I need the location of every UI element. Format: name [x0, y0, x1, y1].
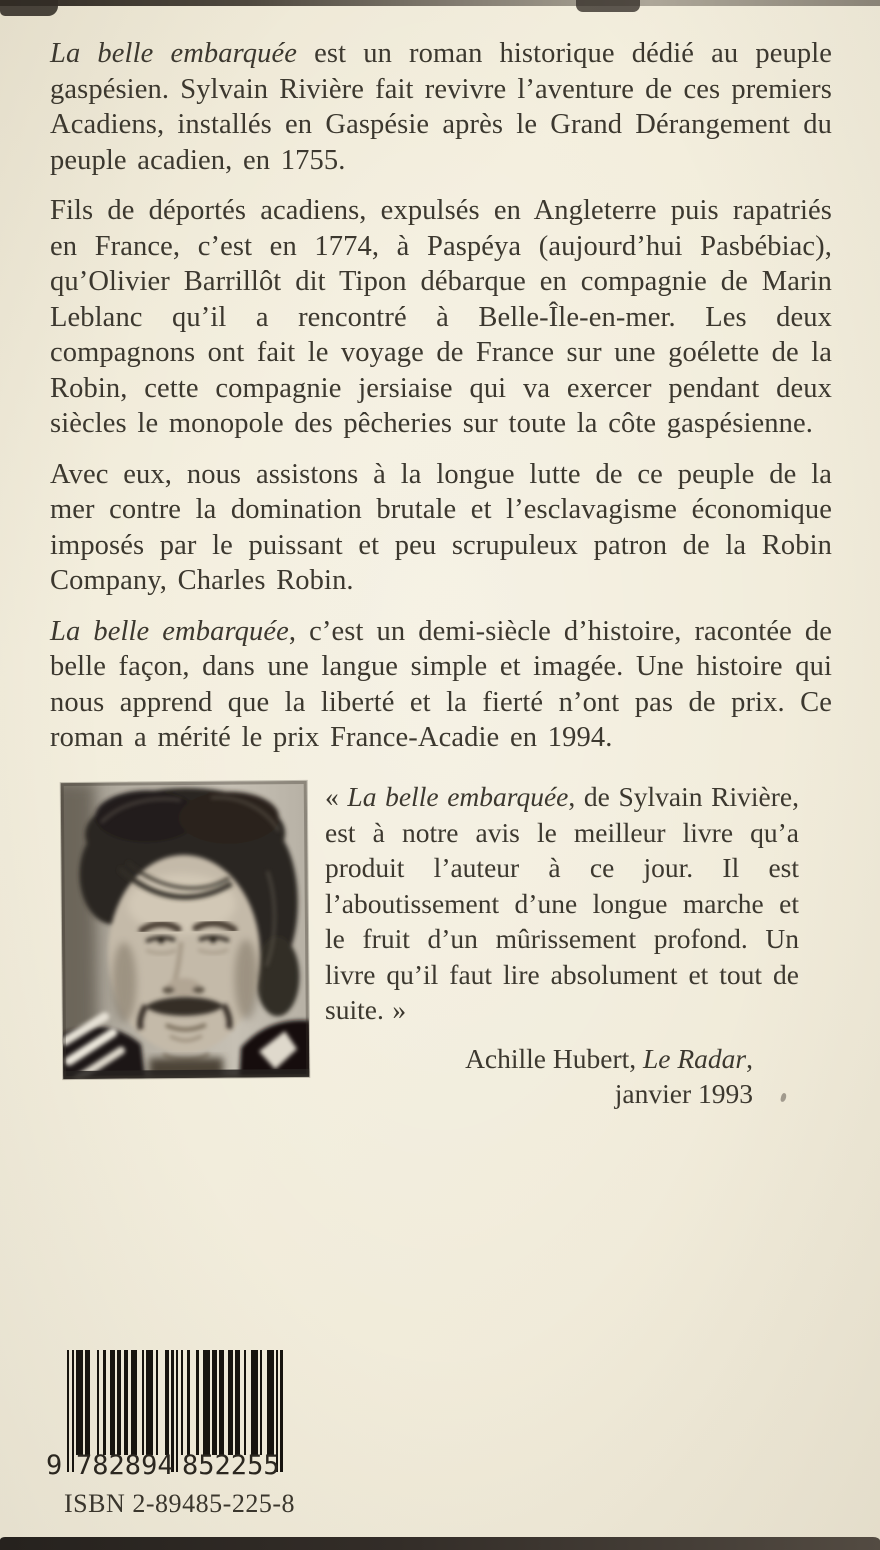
isbn-text: ISBN 2-89485-225-8 [64, 1489, 296, 1518]
synopsis-paragraph-2: Fils de déportés acadiens, expulsés en Angleterre puis rapatriés en France, c’est en 1774, à Paspéya (aujourd’hui Pasbébiac), qu’Olivier Barrillôt dit Tipon débarque en compagnie de Marin Leblanc qu’il a rencontré à Belle-Île-en-mer. Les deux compagnons ont fait le voyage de France sur une goélette de la Robin, cette compagnie jersiaise qui va exercer pendant deux siècles le monopole des pêcheries sur toute la côte gaspésienne. [50, 195, 832, 439]
attribution-author: Achille Hubert, Le Radar, [465, 1042, 753, 1074]
press-review [325, 779, 799, 1112]
cover-top-edge-shadow-left [0, 0, 58, 16]
author-portrait-illustration [61, 781, 310, 1079]
review-attribution [325, 1041, 799, 1112]
attribution-date: janvier 1993 [614, 1078, 753, 1109]
synopsis-paragraph-1: La belle embarquée est un roman historique dédié au peuple gaspésien. Sylvain Rivière fait revivre l’aventure de ces premiers Acadiens, installés en Gaspésie après le Grand Dérangement du peuple acadien, en 1755. [50, 38, 832, 176]
barcode-digits-group1: 7 8 2 8 9 4 [76, 1450, 174, 1481]
author-photo [61, 781, 310, 1079]
ean-barcode [46, 1350, 283, 1481]
synopsis-paragraph-3: Avec eux, nous assistons à la longue lutte de ce peuple de la mer contre la domination brutale et l’esclavagisme économique imposés par le puissant et peu scrupuleux patron de la Robin Company, Charles Robin. [50, 458, 832, 596]
cover-bottom-edge [0, 1537, 880, 1550]
review-quote: « La belle embarquée, de Sylvain Rivière, est à notre avis le meilleur livre qu’a produit l’auteur à ce jour. Il est l’aboutissement d’une longue marche et le fruit d’un mûrissement profond. Un livre qu’il faut lire absolument et tout de suite. » [325, 781, 799, 1025]
synopsis-paragraph-4: La belle embarquée, c’est un demi-siècle d’histoire, racontée de belle façon, dans une langue simple et imagée. Une histoire qui nous apprend que la liberté et la fierté n’ont pas de prix. Ce roman a mérité le prix France-Acadie en 1994. [50, 615, 832, 753]
barcode-digits-group2: 8 5 2 2 5 5 [182, 1450, 280, 1481]
cover-top-edge [0, 0, 880, 6]
barcode-first-digit: 9 [46, 1450, 63, 1481]
synopsis [50, 36, 832, 771]
cover-top-edge-shadow-mid [576, 0, 640, 12]
